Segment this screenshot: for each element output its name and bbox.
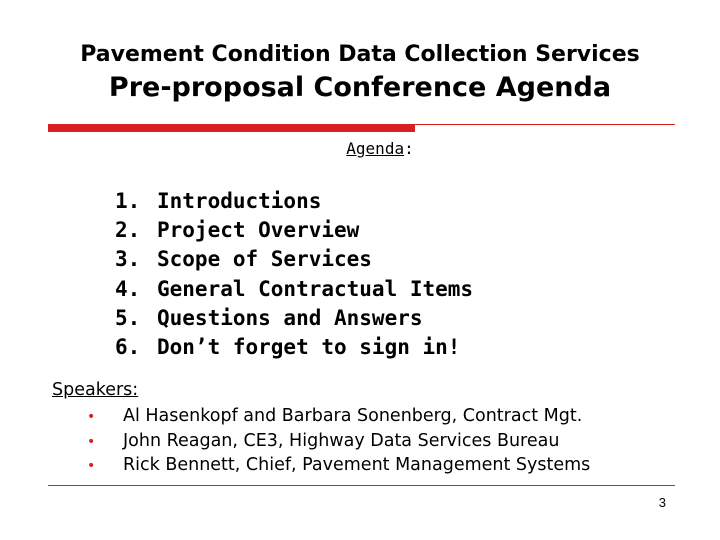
agenda-list (115, 187, 473, 362)
agenda-heading-colon: : (404, 139, 414, 158)
agenda-item (115, 275, 473, 304)
agenda-item-text: Scope of Services (157, 247, 372, 272)
agenda-item-number: 2. (115, 218, 141, 243)
speaker-item (87, 429, 590, 454)
agenda-item (115, 304, 473, 333)
speaker-text: Rick Bennett, Chief, Pavement Management Systems (123, 455, 591, 475)
agenda-item-number: 4. (115, 276, 141, 301)
agenda-item-number: 5. (115, 305, 141, 330)
agenda-heading-label: Agenda (346, 139, 405, 158)
agenda-item-text: Project Overview (157, 218, 360, 243)
speaker-text: Al Hasenkopf and Barbara Sonenberg, Contract Mgt. (123, 406, 583, 426)
slide-title: Pre-proposal Conference Agenda (108, 72, 612, 103)
bottom-divider-line (48, 485, 675, 486)
agenda-item (115, 245, 473, 274)
top-divider-line (415, 124, 675, 125)
agenda-item-number: 1. (115, 189, 141, 213)
speaker-text: John Reagan, CE3, Highway Data Services Bureau (123, 430, 560, 451)
speakers-list (87, 404, 590, 478)
slide-subtitle: Pavement Condition Data Collection Services (80, 42, 640, 67)
bullet-icon: • (87, 458, 96, 474)
agenda-item-text: Questions and Answers (157, 305, 423, 330)
agenda-item-text: Introductions (157, 189, 322, 213)
page-number: 3 (658, 495, 666, 510)
agenda-item-text: General Contractual Items (157, 276, 474, 301)
agenda-item (115, 187, 473, 216)
agenda-item (115, 216, 473, 245)
agenda-item (115, 333, 473, 362)
speaker-item (87, 453, 590, 478)
bullet-icon: • (87, 409, 96, 425)
speakers-label: Speakers: (52, 380, 139, 400)
agenda-heading (0, 139, 720, 158)
red-accent-bar (48, 124, 415, 132)
bullet-icon: • (87, 433, 96, 450)
agenda-item-text: Don’t forget to sign in! (157, 334, 461, 359)
agenda-item-number: 6. (115, 334, 141, 359)
speaker-item (87, 404, 590, 429)
agenda-item-number: 3. (115, 247, 141, 272)
